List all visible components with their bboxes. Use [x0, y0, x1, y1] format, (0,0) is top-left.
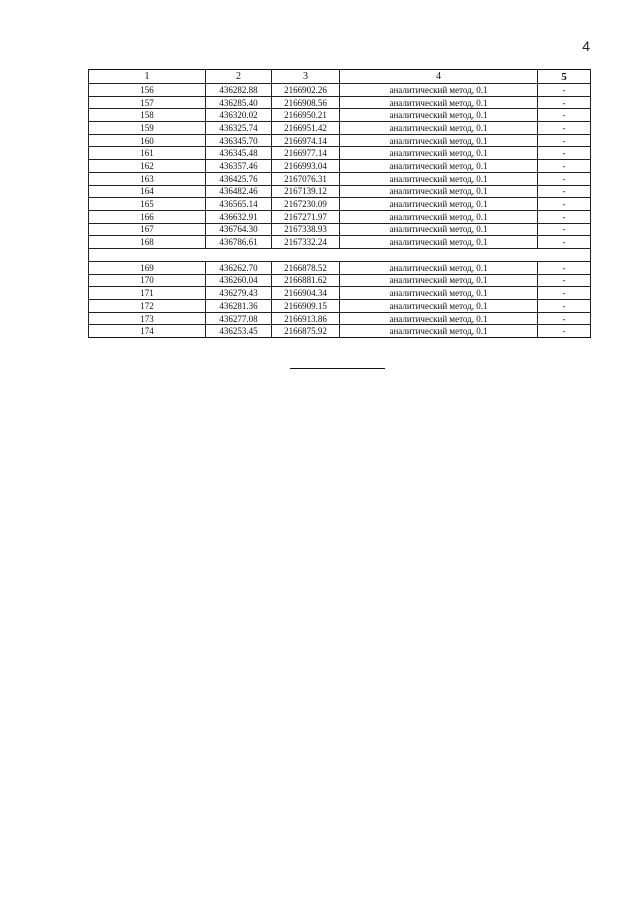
note-cell: -	[538, 261, 591, 274]
table-row	[89, 84, 591, 97]
table-row	[89, 210, 591, 223]
x-coordinate-cell: 436277.08	[206, 312, 272, 325]
method-accuracy-cell: аналитический метод, 0.1	[340, 172, 538, 185]
x-coordinate-cell: 436482.46	[206, 185, 272, 198]
method-accuracy-cell: аналитический метод, 0.1	[340, 122, 538, 135]
method-accuracy-cell: аналитический метод, 0.1	[340, 147, 538, 160]
y-coordinate-cell: 2166878.52	[272, 261, 340, 274]
point-number-cell: 156	[89, 84, 206, 97]
note-cell: -	[538, 198, 591, 211]
y-coordinate-cell: 2167076.31	[272, 172, 340, 185]
x-coordinate-cell: 436425.76	[206, 172, 272, 185]
y-coordinate-cell: 2166913.86	[272, 312, 340, 325]
x-coordinate-cell: 436786.61	[206, 236, 272, 249]
method-accuracy-cell: аналитический метод, 0.1	[340, 109, 538, 122]
y-coordinate-cell: 2166951.42	[272, 122, 340, 135]
point-number-cell: 167	[89, 223, 206, 236]
y-coordinate-cell: 2167230.09	[272, 198, 340, 211]
point-number-cell: 166	[89, 210, 206, 223]
note-cell: -	[538, 287, 591, 300]
note-cell: -	[538, 325, 591, 338]
table-row	[89, 185, 591, 198]
point-number-cell: 170	[89, 274, 206, 287]
note-cell: -	[538, 274, 591, 287]
y-coordinate-cell: 2166902.26	[272, 84, 340, 97]
method-accuracy-cell: аналитический метод, 0.1	[340, 84, 538, 97]
method-accuracy-cell: аналитический метод, 0.1	[340, 160, 538, 173]
method-accuracy-cell: аналитический метод, 0.1	[340, 236, 538, 249]
table-row	[89, 300, 591, 313]
method-accuracy-cell: аналитический метод, 0.1	[340, 210, 538, 223]
x-coordinate-cell: 436345.48	[206, 147, 272, 160]
table-row	[89, 261, 591, 274]
note-cell: -	[538, 210, 591, 223]
y-coordinate-cell: 2166908.56	[272, 96, 340, 109]
point-number-cell: 157	[89, 96, 206, 109]
note-cell: -	[538, 122, 591, 135]
point-number-cell: 174	[89, 325, 206, 338]
header-col-3: 3	[272, 70, 340, 84]
end-of-document-line	[290, 368, 385, 369]
x-coordinate-cell: 436320.02	[206, 109, 272, 122]
y-coordinate-cell: 2166977.14	[272, 147, 340, 160]
x-coordinate-cell: 436357.46	[206, 160, 272, 173]
method-accuracy-cell: аналитический метод, 0.1	[340, 198, 538, 211]
method-accuracy-cell: аналитический метод, 0.1	[340, 96, 538, 109]
x-coordinate-cell: 436764.30	[206, 223, 272, 236]
table-row	[89, 96, 591, 109]
group-separator-row	[89, 248, 591, 261]
header-col-1: 1	[89, 70, 206, 84]
x-coordinate-cell: 436325.74	[206, 122, 272, 135]
y-coordinate-cell: 2167338.93	[272, 223, 340, 236]
x-coordinate-cell: 436282.88	[206, 84, 272, 97]
note-cell: -	[538, 172, 591, 185]
note-cell: -	[538, 109, 591, 122]
table-row	[89, 287, 591, 300]
method-accuracy-cell: аналитический метод, 0.1	[340, 274, 538, 287]
note-cell: -	[538, 185, 591, 198]
y-coordinate-cell: 2166881.62	[272, 274, 340, 287]
method-accuracy-cell: аналитический метод, 0.1	[340, 261, 538, 274]
point-number-cell: 160	[89, 134, 206, 147]
note-cell: -	[538, 312, 591, 325]
table-row	[89, 223, 591, 236]
method-accuracy-cell: аналитический метод, 0.1	[340, 223, 538, 236]
table-row	[89, 109, 591, 122]
method-accuracy-cell: аналитический метод, 0.1	[340, 134, 538, 147]
y-coordinate-cell: 2167139.12	[272, 185, 340, 198]
note-cell: -	[538, 134, 591, 147]
table-body	[89, 84, 591, 338]
point-number-cell: 168	[89, 236, 206, 249]
note-cell: -	[538, 84, 591, 97]
point-number-cell: 172	[89, 300, 206, 313]
y-coordinate-cell: 2167271.97	[272, 210, 340, 223]
x-coordinate-cell: 436281.36	[206, 300, 272, 313]
x-coordinate-cell: 436262.70	[206, 261, 272, 274]
page-number: 4	[582, 38, 590, 54]
x-coordinate-cell: 436253.45	[206, 325, 272, 338]
table-row	[89, 160, 591, 173]
header-col-2: 2	[206, 70, 272, 84]
point-number-cell: 162	[89, 160, 206, 173]
table-header-row	[89, 70, 591, 84]
table-row	[89, 198, 591, 211]
table-row	[89, 274, 591, 287]
y-coordinate-cell: 2166875.92	[272, 325, 340, 338]
note-cell: -	[538, 96, 591, 109]
point-number-cell: 158	[89, 109, 206, 122]
note-cell: -	[538, 160, 591, 173]
y-coordinate-cell: 2166974.14	[272, 134, 340, 147]
y-coordinate-cell: 2166909.15	[272, 300, 340, 313]
x-coordinate-cell: 436285.40	[206, 96, 272, 109]
table-row	[89, 172, 591, 185]
table-row	[89, 236, 591, 249]
method-accuracy-cell: аналитический метод, 0.1	[340, 300, 538, 313]
point-number-cell: 165	[89, 198, 206, 211]
y-coordinate-cell: 2166993.04	[272, 160, 340, 173]
table-row	[89, 325, 591, 338]
note-cell: -	[538, 223, 591, 236]
header-col-5: 5	[538, 70, 591, 84]
y-coordinate-cell: 2167332.24	[272, 236, 340, 249]
table-row	[89, 147, 591, 160]
x-coordinate-cell: 436345.70	[206, 134, 272, 147]
point-number-cell: 173	[89, 312, 206, 325]
point-number-cell: 159	[89, 122, 206, 135]
note-cell: -	[538, 236, 591, 249]
x-coordinate-cell: 436260.04	[206, 274, 272, 287]
point-number-cell: 163	[89, 172, 206, 185]
note-cell: -	[538, 147, 591, 160]
point-number-cell: 169	[89, 261, 206, 274]
method-accuracy-cell: аналитический метод, 0.1	[340, 185, 538, 198]
table-row	[89, 122, 591, 135]
point-number-cell: 161	[89, 147, 206, 160]
method-accuracy-cell: аналитический метод, 0.1	[340, 325, 538, 338]
x-coordinate-cell: 436279.43	[206, 287, 272, 300]
note-cell: -	[538, 300, 591, 313]
table-row	[89, 312, 591, 325]
y-coordinate-cell: 2166950.21	[272, 109, 340, 122]
method-accuracy-cell: аналитический метод, 0.1	[340, 312, 538, 325]
x-coordinate-cell: 436565.14	[206, 198, 272, 211]
point-number-cell: 164	[89, 185, 206, 198]
point-number-cell: 171	[89, 287, 206, 300]
group-separator-cell	[89, 248, 591, 261]
table-row	[89, 134, 591, 147]
y-coordinate-cell: 2166904.34	[272, 287, 340, 300]
x-coordinate-cell: 436632.91	[206, 210, 272, 223]
method-accuracy-cell: аналитический метод, 0.1	[340, 287, 538, 300]
header-col-4: 4	[340, 70, 538, 84]
coordinates-table	[88, 69, 591, 338]
